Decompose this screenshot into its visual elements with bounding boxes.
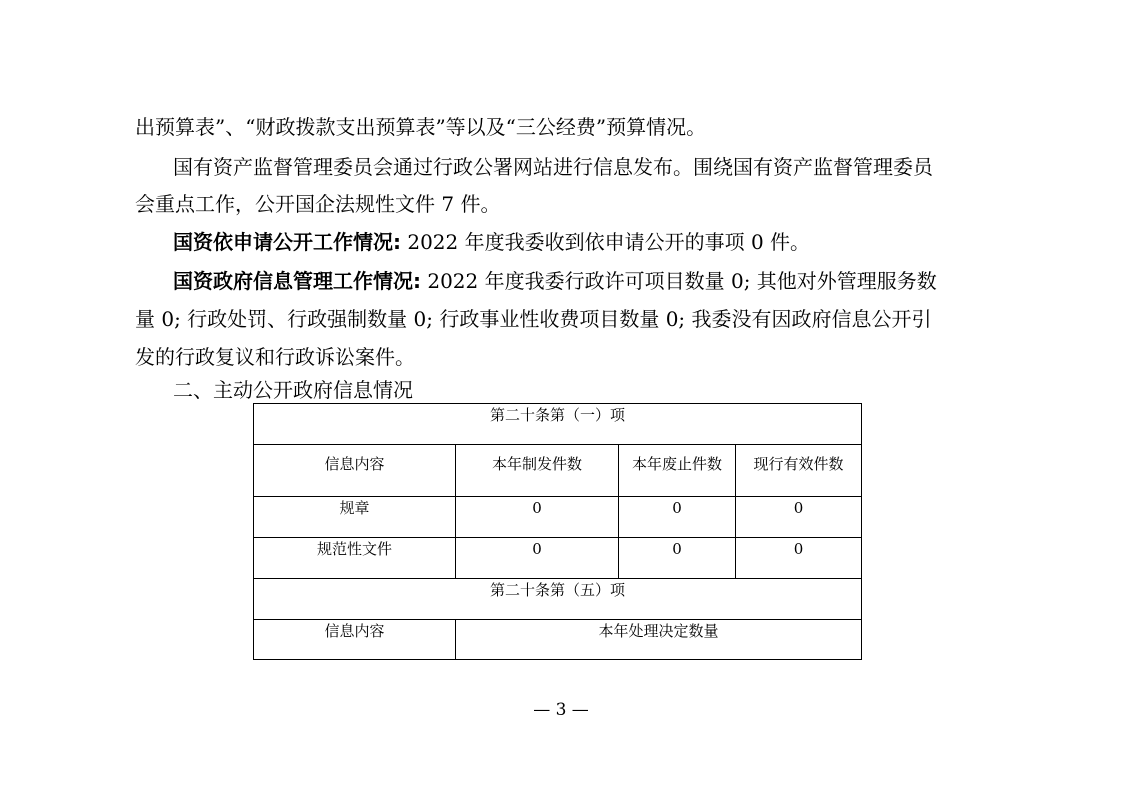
disclosure-table [253,403,862,660]
table-row [254,497,862,538]
table-cell-repealed: 0 [619,538,736,579]
table-header-repealed: 本年废止件数 [619,445,736,497]
table-header-issued: 本年制发件数 [456,445,619,497]
table-cell-issued: 0 [456,538,619,579]
info-management-label: 国资政府信息管理工作情况: [173,269,421,293]
table-section1-title: 第二十条第（一）项 [254,404,862,445]
paragraph-line-3: 会重点工作，公开国企法规性文件 7 件。 [135,192,501,216]
table-section2-title: 第二十条第（五）项 [254,579,862,620]
section-heading: 二、主动公开政府信息情况 [173,378,413,402]
info-management-text: 2022 年度我委行政许可项目数量 0; 其他对外管理服务数 [421,269,937,293]
table-header-row [254,445,862,497]
table-cell-valid: 0 [736,538,862,579]
table-cell-label: 规章 [254,497,456,538]
paragraph-line-7: 发的行政复议和行政诉讼案件。 [135,345,415,369]
info-management-line [173,262,1023,300]
table-section1-row [254,404,862,445]
table-section2-header-content: 信息内容 [254,620,456,660]
paragraph-line-1: 出预算表”、“财政拨款支出预算表”等以及“三公经费”预算情况。 [135,115,707,139]
table-row [254,538,862,579]
table-header-content: 信息内容 [254,445,456,497]
paragraph-line-2: 国有资产监督管理委员会通过行政公署网站进行信息发布。围绕国有资产监督管理委员 [173,155,933,179]
table-cell-label: 规范性文件 [254,538,456,579]
table-header-valid: 现行有效件数 [736,445,862,497]
table-cell-issued: 0 [456,497,619,538]
table-section2-header-count: 本年处理决定数量 [456,620,862,660]
apply-disclosure-text: 2022 年度我委收到依申请公开的事项 0 件。 [401,230,811,254]
table-cell-valid: 0 [736,497,862,538]
page-number: — 3 — [533,700,589,720]
table-section2-header-row [254,620,862,660]
table-cell-repealed: 0 [619,497,736,538]
apply-disclosure-label: 国资依申请公开工作情况: [173,230,401,254]
table-section2-row [254,579,862,620]
apply-disclosure-line [173,223,1023,261]
paragraph-line-6: 量 0; 行政处罚、行政强制数量 0; 行政事业性收费项目数量 0; 我委没有因政府信息公开引 [135,307,932,331]
